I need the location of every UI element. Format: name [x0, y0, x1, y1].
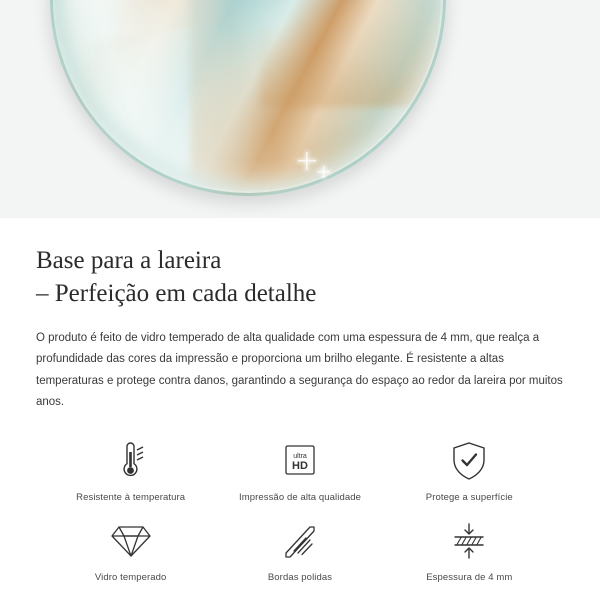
ultra-hd-icon: [280, 439, 320, 483]
feature-label: Bordas polidas: [267, 572, 333, 584]
feature-item-surface-protection: [385, 439, 554, 503]
feature-label: Protege a superfície: [425, 492, 513, 504]
headline-line-2: – Perfeição em cada detalhe: [36, 280, 317, 307]
diamond-icon: [110, 519, 152, 563]
feature-grid: [36, 439, 564, 583]
feature-item-temperature: [46, 439, 215, 503]
feature-label: Impressão de alta qualidade: [238, 492, 362, 504]
feature-item-thickness: [385, 519, 554, 583]
feature-item-print-quality: [215, 439, 384, 503]
thermometer-icon: [114, 439, 148, 483]
shield-check-icon: [450, 439, 488, 483]
glass-plate-image: [50, 0, 446, 196]
feature-item-tempered-glass: [46, 519, 215, 583]
feature-label: Vidro temperado: [94, 572, 167, 584]
polished-edges-icon: [280, 519, 320, 563]
thickness-icon: [447, 519, 491, 563]
feature-item-polished-edges: [215, 519, 384, 583]
svg-text:ultra: ultra: [293, 453, 307, 461]
svg-text:HD: HD: [292, 460, 308, 473]
hero-image: [0, 0, 600, 218]
feature-label: Espessura de 4 mm: [426, 572, 513, 584]
headline-line-1: Base para a lareira: [36, 247, 222, 274]
content-section: [0, 218, 600, 583]
feature-label: Resistente à temperatura: [76, 492, 186, 504]
description-paragraph: O produto é feito de vidro temperado de alta qualidade com uma espessura de 4 mm, que realça a profundidade das cores da impressão e proporciona um brilho elegante. É resistente a altas temperaturas e protege contra danos, garantindo a segurança do espaço ao redor da lareira por muitos anos.: [36, 332, 563, 408]
page-title: [36, 244, 564, 310]
